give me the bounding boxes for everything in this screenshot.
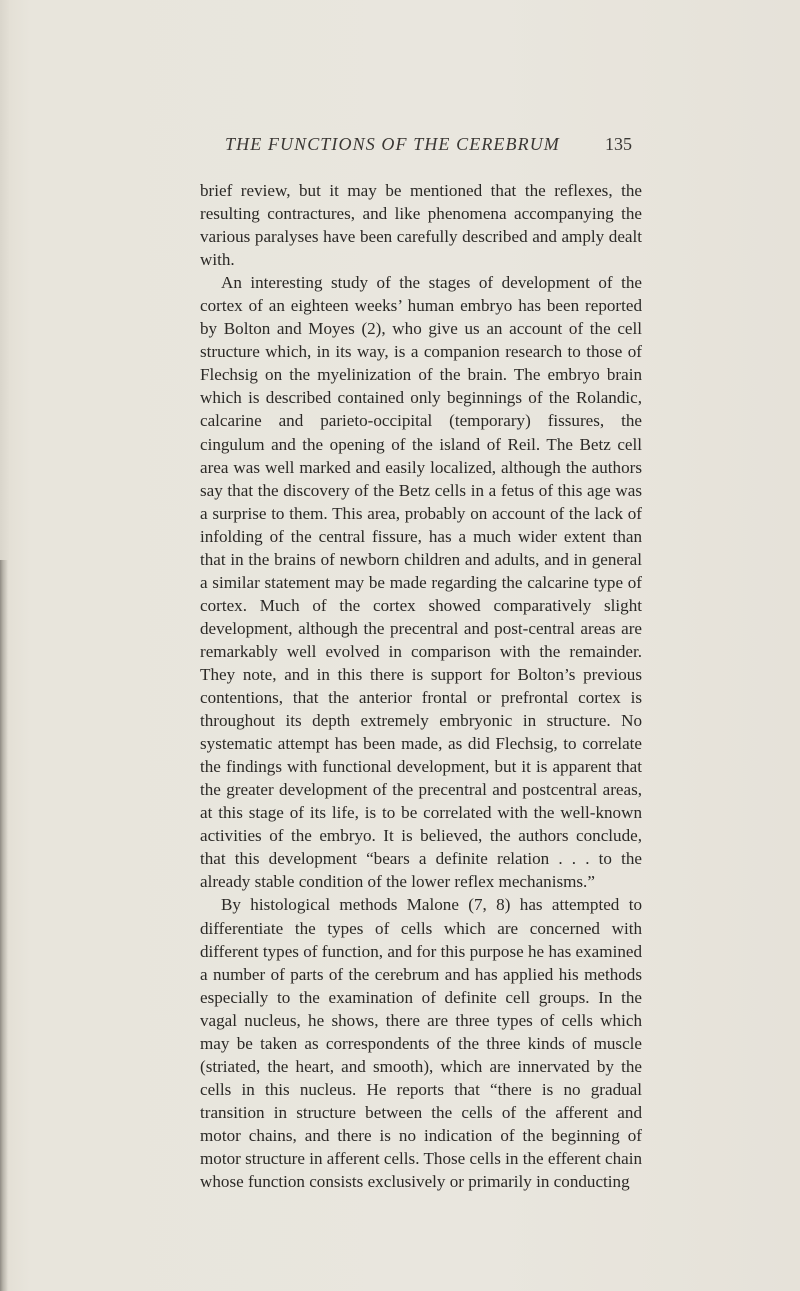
paragraph-continuation: brief review, but it may be mentioned that the reflexes, the resulting contractures, and like phenomena accompanying the various paralyses have been carefully described and amply dealt with. xyxy=(200,181,642,270)
binding-edge-shadow xyxy=(0,560,8,1291)
page-header xyxy=(0,134,800,160)
running-title: THE FUNCTIONS OF THE CEREBRUM xyxy=(225,134,560,154)
paragraph-bolton-moyes: An interesting study of the stages of development of the cortex of an eighteen weeks’ human embryo has been reported by Bolton and Moyes (2), who give us an account of the cell structure which, in its way, is a companion research to those of Flechsig on the myelinization of the brain. The embryo brain which is described contained only beginnings of the Rolandic, calcarine and parieto-occipital (temporary) fissures, the cingulum and the opening of the island of Reil. The Betz cell area was well marked and easily localized, although the authors say that the discovery of the Betz cells in a fetus of this age was a surprise to them. This area, probably on account of the lack of infolding of the central fissure, has a much wider extent than that in the brains of newborn children and adults, and in general a similar statement may be made regarding the calcarine type of cortex. Much of the cortex showed comparatively slight development, although the precentral and post-central areas are remarkably well evolved in comparison with the remainder. They note, and in this there is support for Bolton’s previous contentions, that the anterior frontal or prefrontal cortex is throughout its depth extremely embryonic in structure. No systematic attempt has been made, as did Flechsig, to correlate the findings with functional development, but it is apparent that the greater development of the precentral and postcentral areas, at this stage of its life, is to be correlated with the well-known activities of the embryo. It is believed, the authors conclude, that this development “bears a definite relation . . . to the already stable condition of the lower reflex mechanisms.” xyxy=(200,273,642,892)
body-text xyxy=(200,179,642,1193)
paragraph-malone: By histological methods Malone (7, 8) has attempted to differentiate the types of cells which are concerned with different types of function, and for this purpose he has examined a number of parts of the cerebrum and has applied his methods especially to the examination of definite cell groups. In the vagal nucleus, he shows, there are three types of cells which may be taken as correspondents of the three kinds of muscle (striated, the heart, and smooth), which are innervated by the cells in this nucleus. He reports that “there is no gradual transition in structure between the cells of the afferent and motor chains, and there is no indication of the beginning of motor structure in afferent cells. Those cells in the efferent chain whose function consists exclusively or primarily in conducting xyxy=(200,895,642,1192)
page-number: 135 xyxy=(605,134,632,154)
